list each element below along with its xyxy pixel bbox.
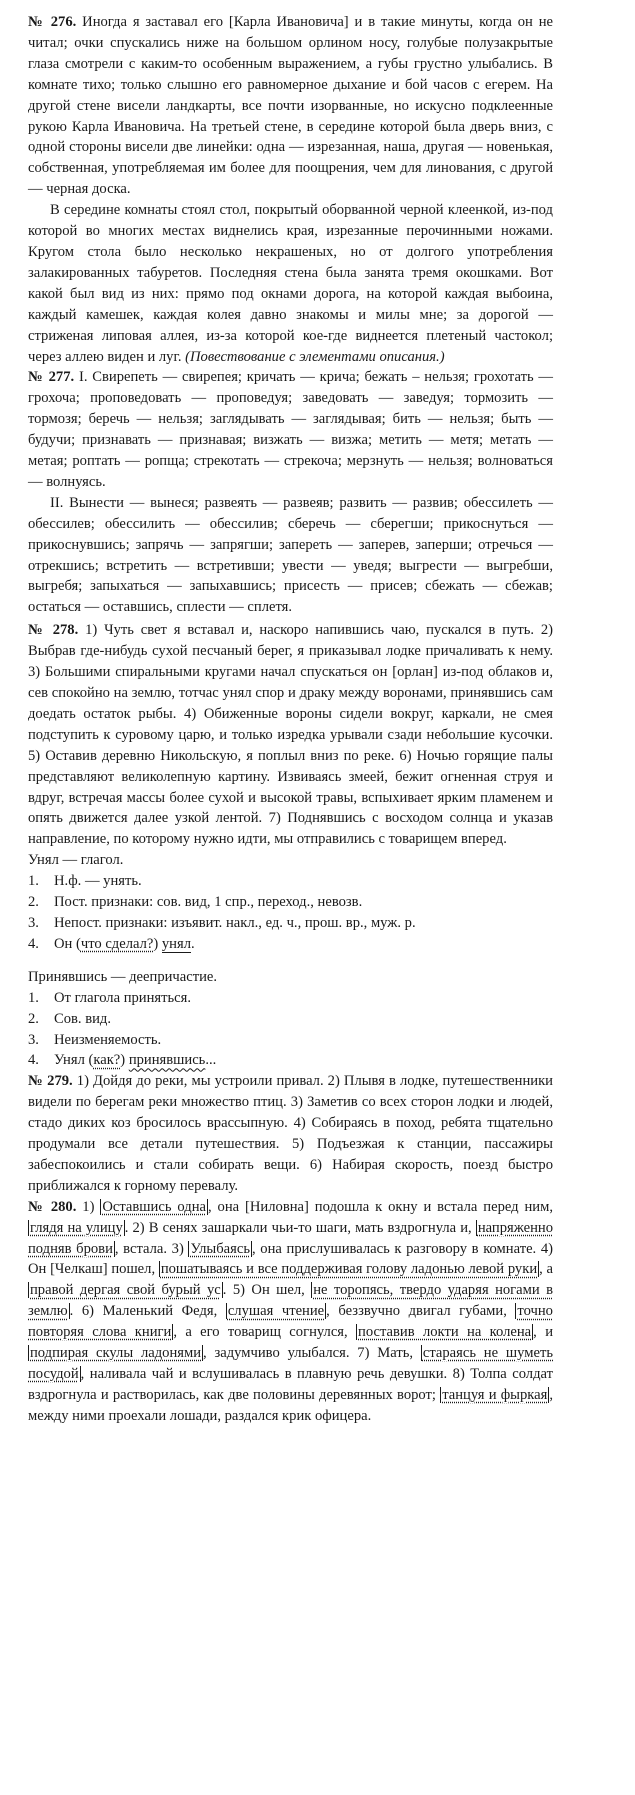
list-item: 3. Непост. признаки: изъявит. накл., ед. ч., прош. вр., муж. р. xyxy=(28,914,416,931)
parse-list-participle xyxy=(28,988,553,1072)
adverbial-underlined: принявшись xyxy=(128,1052,206,1069)
exercise-280: № 280. 1) Оставшись одна , она [Ниловна] подошла к окну и встала перед ним, глядя на улицу . 2) В сенях зашаркали чьи-то шаги, мать вздрогнула и, напряженно подняв брови , встала. 3) Улыбаясь , она прислушивалась к разговору в комнате. 4) Он [Челкаш] пошел, пошатываясь и все поддерживая голову ладонью левой руки , а правой дергая свой бурый ус . 5) Он шел, не торопясь, твердо ударяя ногами в землю . 6) Маленький Федя, слушая чтение , беззвучно двигал губами, точно повторяя слова книги , а его товарищ согнулся, поставив локти на колена , и подпирая скулы ладонями , задумчиво улыбался. 7) Мать, стараясь не шуметь посудой , наливала чай и вслушивалась в плавную речь девушки. 8) Толпа солдат вздрогнула и растворилась, как две половины деревянных ворот; танцуя и фыркая , между ними проехали лошади, раздался крик офицера. xyxy=(28,1198,554,1424)
list-item: 4. Он (что сделал?) унял. xyxy=(28,935,195,952)
list-item: 1. Н.ф. — унять. xyxy=(28,873,142,890)
exercise-text: II. Вынести — вынеся; развеять — развеяв; развить — развив; обессилеть — обессилев; обессилить — обессилив; сберечь — сберегши; прикоснуться — прикоснувшись; запрячь — запрягши; запереть — заперев, заперши; отречься — отрекшись; встретить — встретивши; увести — уведя; выгрести — выгребши, выгребя; запыхаться — запыхавшись; присесть — присев; сбежать — сбежав; остаться — оставшись, сплести — сплетя. xyxy=(28,494,553,616)
participial-phrase: напряженно подняв брови xyxy=(28,1219,554,1257)
exercise-279 xyxy=(28,1071,553,1196)
predicate-underlined: унял xyxy=(161,935,191,952)
exercise-277 xyxy=(28,367,553,492)
participial-phrase: правой дергая свой бурый ус xyxy=(30,1282,221,1299)
list-item: 1. От глагола приняться. xyxy=(28,989,192,1006)
list-item: 3. Неизменяемость. xyxy=(28,1031,162,1048)
parse-heading-participle: Принявшись — деепричастие. xyxy=(28,968,218,985)
list-item: 2. Пост. признаки: сов. вид, 1 спр., переход., невозв. xyxy=(28,894,363,911)
question-underlined: что сделал? xyxy=(80,935,154,952)
list-item: 4. Унял (как?) принявшись... xyxy=(28,1052,217,1069)
exercise-number: № 280. xyxy=(28,1198,77,1215)
exercise-text: 1) Чуть свет я вставал и, наскоро напившись чаю, пускался в путь. 2) Выбрав где-нибудь сухой песчаный берег, я приказывал лодке причаливать к нему. 3) Большими спиральными кругами начал спускаться он [орлан] из-под облаков и, сев спокойно на землю, тотчас унял спор и драку между воронами, принявшись сам доедать остаток рыбы. 4) Обиженные вороны сидели вокруг, каркали, не смея подступить к суровому царю, и только изредка урывали сзади небольшие кусочки. 5) Оставив деревню Никольскую, я поплыл вниз по реке. 6) Ночью горящие палы представляют великолепную картину. Извиваясь змеей, бежит огненная струя и вдруг, встречая массы более сухой и высокой травы, вспыхивает ярким пламенем и опять движется далее узкой лентой. 7) Поднявшись с восходом солнца и указав направление, по которому нужно идти, мы отправились с товарищем вперед. xyxy=(28,622,554,848)
participial-phrase: стараясь не шуметь посудой xyxy=(28,1345,553,1382)
participial-phrase: Оставшись одна xyxy=(102,1198,206,1215)
exercise-text: Иногда я заставал его [Карла Ивановича] и в такие минуты, когда он не читал; очки спускались ниже на большом орлином носу, голубые полузакрытые глаза смотрели с каким-то особенным выражением, а губы грустно улыбались. В комнате тихо; только слышно его равномерное дыхание и бой часов с егерем. На другой стене висели ландкарты, все почти изорванные, но искусно подклеенные рукою Карла Ивановича. На третьей стене, в середине которой была дверь вниз, с одной стороны висели две линейки: одна — изрезанная, наша, другая — новенькая, собственная, употребляемая им более для поощрения, чем для линования, с другой — черная доска. xyxy=(28,14,553,198)
textbook-page xyxy=(28,12,553,1427)
exercise-276-paragraph-2 xyxy=(28,200,553,367)
participial-phrase: пошатываясь и все поддерживая голову ладонью левой руки xyxy=(160,1261,538,1278)
participial-phrase: не торопясь, твердо ударяя ногами в землю xyxy=(28,1282,553,1320)
list-item: 2. Сов. вид. xyxy=(28,1010,111,1027)
participial-phrase: слушая чтение xyxy=(227,1303,325,1320)
exercise-278 xyxy=(28,620,553,850)
text-type-note: (Повествование с элементами описания.) xyxy=(185,348,445,365)
parse-list-verb xyxy=(28,871,553,955)
participial-phrase: глядя на улицу xyxy=(30,1219,123,1236)
participial-phrase: поставив локти на колена xyxy=(358,1324,532,1341)
exercise-text: 1) Дойдя до реки, мы устроили привал. 2) Плывя в лодке, путешественники видели по берегам реки множество птиц. 3) Заметив со всех сторон лодки и людей, стадо диких коз бросилось врассыпную. 4) Собираясь в поход, ребята тщательно продумали все детали путешествия. 5) Подъезжая к станции, пассажиры забеспокоились и стали собирать вещи. 6) Набирая скорость, поезд быстро приближался к горному перевалу. xyxy=(28,1073,553,1194)
exercise-number: № 276. xyxy=(28,14,77,30)
exercise-276 xyxy=(28,12,553,200)
participial-phrase: точно повторяя слова книги xyxy=(28,1303,553,1341)
exercise-277-part-2 xyxy=(28,493,553,618)
participial-phrase: танцуя и фыркая xyxy=(442,1386,548,1403)
participial-phrase: подпирая скулы ладонями xyxy=(30,1345,202,1362)
parse-heading-verb: Унял — глагол. xyxy=(28,852,124,869)
exercise-number: № 279. xyxy=(28,1073,73,1090)
exercise-number: № 278. xyxy=(28,622,79,639)
exercise-number: № 277. xyxy=(28,369,75,386)
exercise-text: I. Свирепеть — свирепея; кричать — крича; бежать – нельзя; грохотать — грохоча; проповедовать — проповедуя; заведовать — заведуя; тормозить — тормозя; беречь — нельзя; заглядывать — заглядывая; бить — нельзя; быть — будучи; признавать — признавая; визжать — визжа; метить — метя; метать — метая; роптать — ропща; стрекотать — стрекоча; мерзнуть — нельзя; волноваться — волнуясь. xyxy=(28,369,553,490)
participial-phrase: Улыбаясь xyxy=(190,1240,250,1257)
question-underlined: как? xyxy=(93,1052,121,1069)
exercise-text: В середине комнаты стоял стол, покрытый оборванной черной клеенкой, из-под которой во многих местах виднелись края, изрезанные перочинными ножами. Кругом стола было несколько некрашеных, но от долгого употребления залакированных табуретов. Последняя стена была занята тремя окошками. Вот какой был вид из них: прямо под окнами дорога, на которой каждая выбоина, каждый камешек, каждая колея давно знакомы и милы мне; за дорогой — стриженая липовая аллея, из-за которой кое-где виднеется плетеный частокол; через аллею виден и луг. xyxy=(28,202,553,365)
